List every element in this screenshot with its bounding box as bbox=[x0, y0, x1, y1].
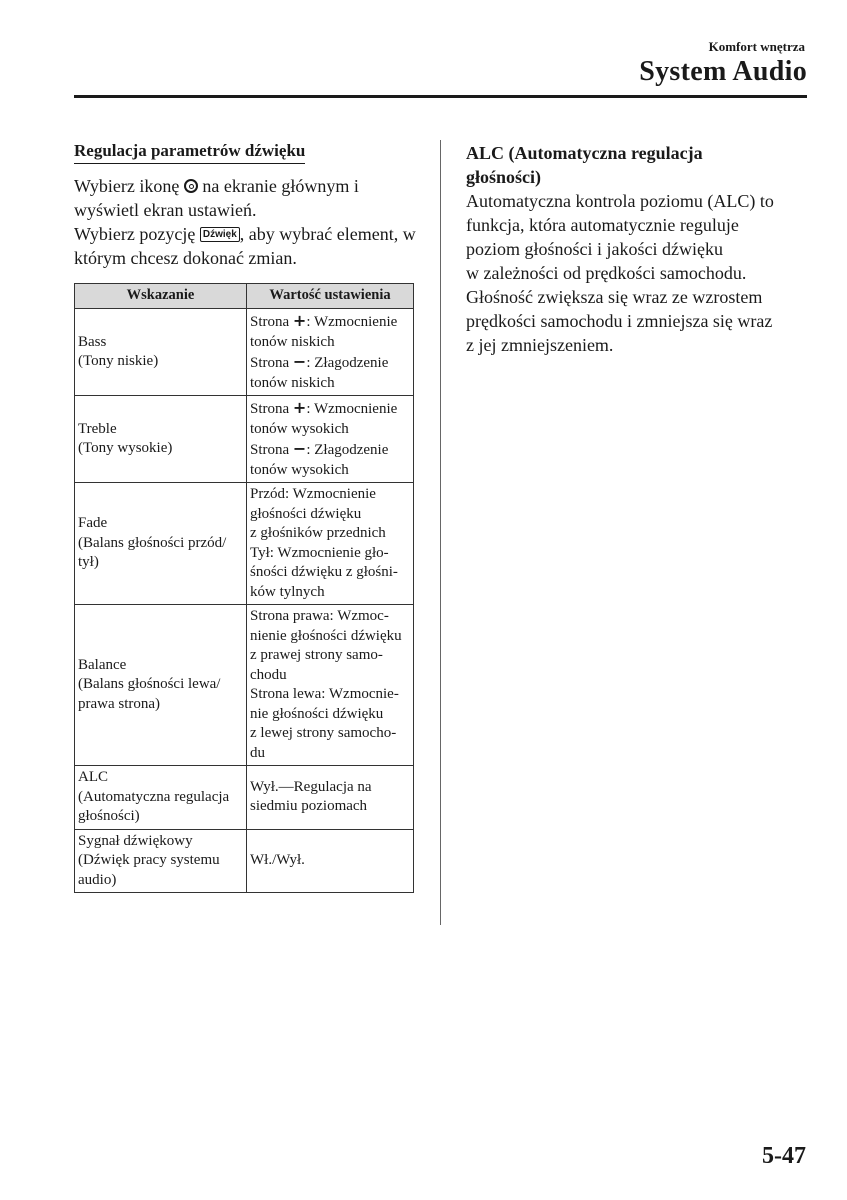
settings-table bbox=[74, 283, 414, 893]
indication-cell: Balance (Balans głośności lewa/ prawa strona) bbox=[75, 605, 247, 766]
header-section-label: Komfort wnętrza bbox=[708, 39, 805, 54]
column-header-value: Wartość ustawienia bbox=[247, 284, 414, 309]
table-row bbox=[75, 396, 414, 483]
value-cell: Przód: Wzmocnienie głośności dźwięku z głośników przednich Tył: Wzmocnienie gło- śności dźwięku z głośni- ków tylnych bbox=[247, 483, 414, 605]
sound-button-icon: Dźwięk bbox=[200, 227, 240, 242]
instruction-paragraph-2: Wybierz pozycję Dźwięk , aby wybrać element, w którym chcesz dokonać zmian. bbox=[74, 224, 416, 268]
column-header-indication: Wskazanie bbox=[75, 284, 247, 309]
value-cell: Strona +: Wzmocnienie tonów wysokich Strona −: Złagodzenie tonów wysokich bbox=[247, 396, 414, 483]
plus-icon: + bbox=[292, 311, 307, 330]
indication-cell: Sygnał dźwiękowy (Dźwięk pracy systemu audio) bbox=[75, 829, 247, 893]
header-rule bbox=[74, 95, 807, 98]
left-column bbox=[74, 141, 420, 270]
indication-cell: Treble (Tony wysokie) bbox=[75, 396, 247, 483]
value-cell: Wył.—Regulacja na siedmiu poziomach bbox=[247, 766, 414, 830]
minus-icon: − bbox=[292, 439, 307, 458]
table-row bbox=[75, 309, 414, 396]
value-cell: Strona +: Wzmocnienie tonów niskich Strona −: Złagodzenie tonów niskich bbox=[247, 309, 414, 396]
indication-cell: Fade (Balans głośności przód/ tył) bbox=[75, 483, 247, 605]
table-header-row bbox=[75, 284, 414, 309]
value-cell: Strona prawa: Wzmoc- nienie głośności dźwięku z prawej strony samo- chodu Strona lewa: Wzmocnie- nie głośności dźwięku z lewej strony samocho- du bbox=[247, 605, 414, 766]
table-row bbox=[75, 829, 414, 893]
page-title: System Audio bbox=[639, 56, 807, 87]
indication-cell: Bass (Tony niskie) bbox=[75, 309, 247, 396]
instruction-paragraph-1: Wybierz ikonę na ekranie głównym i wyświetl ekran ustawień. bbox=[74, 176, 359, 220]
alc-title: ALC (Automatyczna regulacja głośności) bbox=[466, 143, 703, 187]
settings-gear-icon bbox=[184, 179, 198, 193]
table-row bbox=[75, 766, 414, 830]
table-row bbox=[75, 605, 414, 766]
column-divider bbox=[440, 140, 441, 925]
minus-icon: − bbox=[292, 352, 307, 371]
plus-icon: + bbox=[292, 398, 307, 417]
page-number: 5-47 bbox=[762, 1143, 806, 1169]
section-title: Regulacja parametrów dźwięku bbox=[74, 141, 305, 164]
alc-description: Automatyczna kontrola poziomu (ALC) to funkcja, która automatycznie reguluje poziom głośności i jakości dźwięku w zależności od prędkości samochodu. Głośność zwiększa się wraz ze wzrostem prędkości samochodu i zmniejsza się wraz z jej zmniejszeniem. bbox=[466, 191, 774, 355]
value-cell: Wł./Wył. bbox=[247, 829, 414, 893]
table-row bbox=[75, 483, 414, 605]
indication-cell: ALC (Automatyczna regulacja głośności) bbox=[75, 766, 247, 830]
right-column bbox=[466, 141, 811, 357]
